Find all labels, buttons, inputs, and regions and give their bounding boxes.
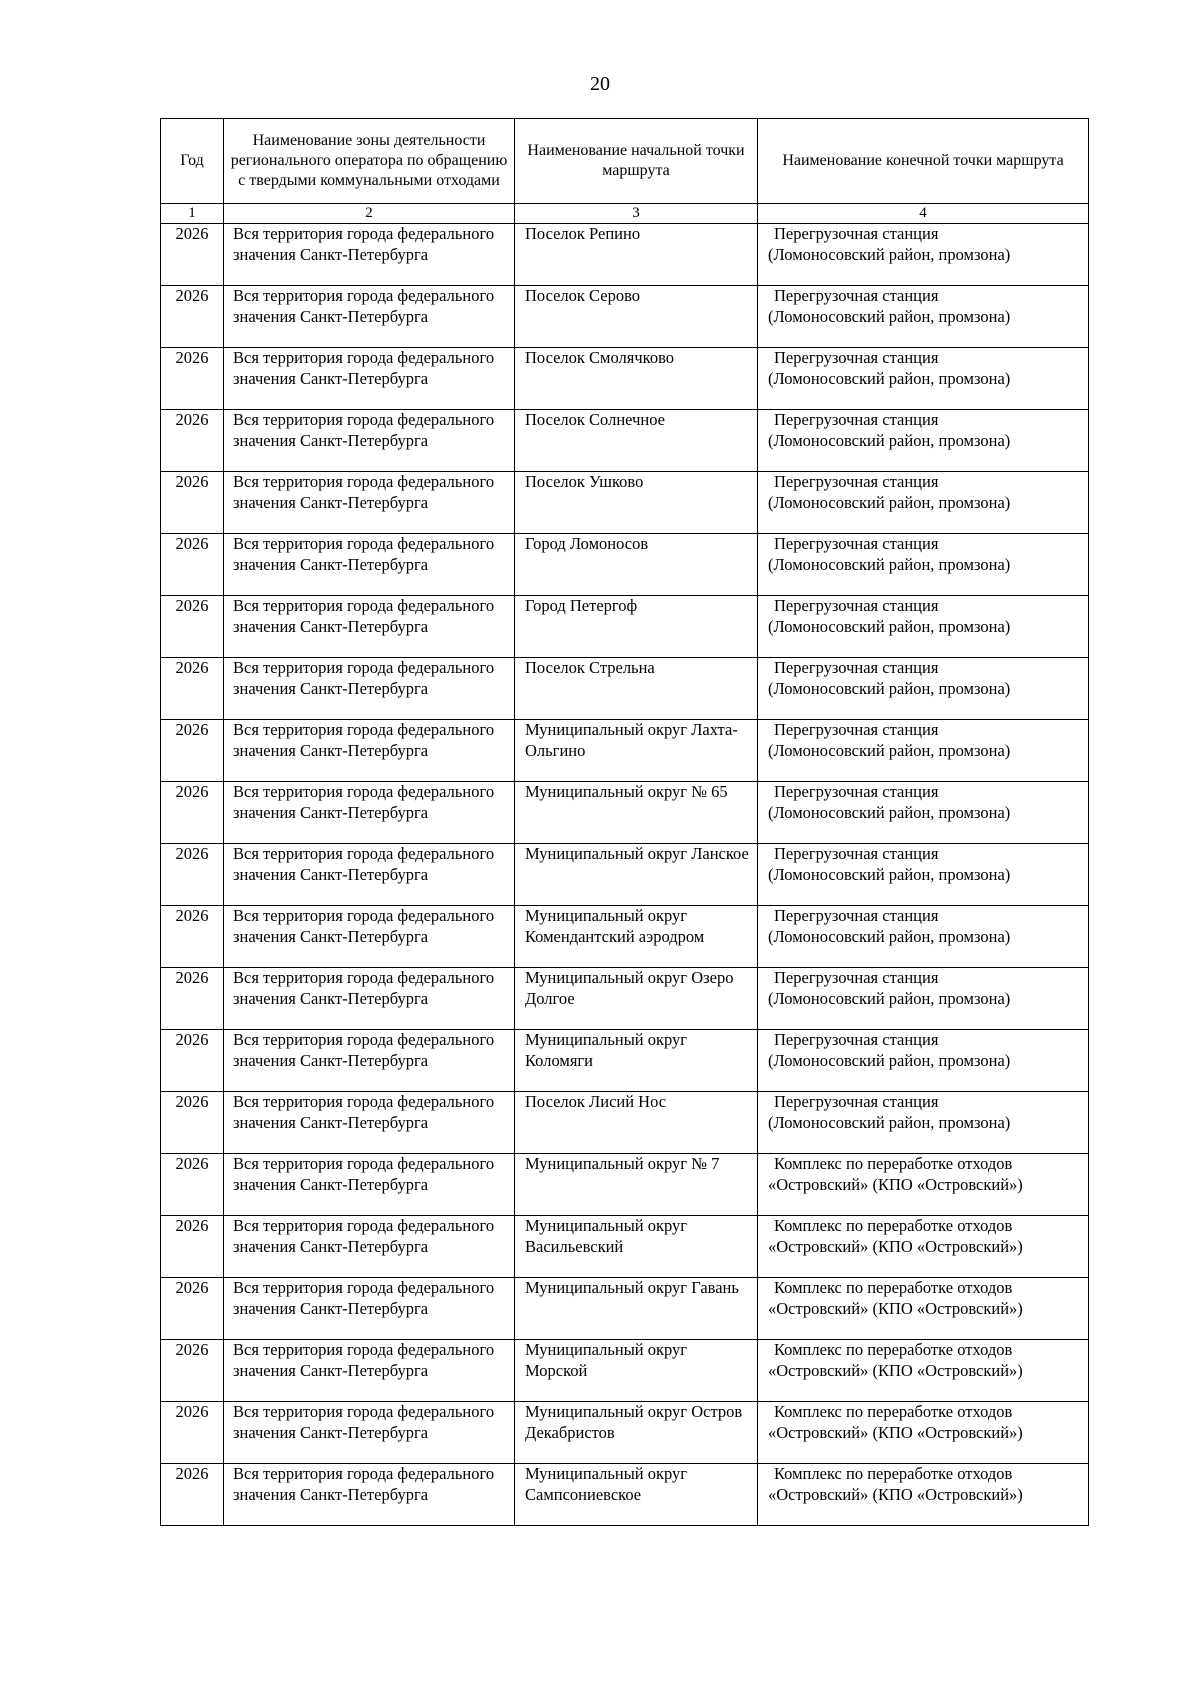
end-point-line: Перегрузочная станция xyxy=(774,410,939,429)
cell-zone: Вся территория города федерального значения Санкт-Петербурга xyxy=(224,596,515,658)
table-row xyxy=(161,1402,1089,1464)
end-point-line: (Ломоносовский район, промзона) xyxy=(768,1112,1011,1132)
cell-start-point: Поселок Солнечное xyxy=(515,410,758,472)
cell-end-point xyxy=(758,1092,1089,1154)
end-point-line: Перегрузочная станция xyxy=(774,1092,939,1111)
cell-end-point xyxy=(758,596,1089,658)
cell-year: 2026 xyxy=(161,720,224,782)
cell-year: 2026 xyxy=(161,1030,224,1092)
end-point-line: «Островский» (КПО «Островский») xyxy=(768,1422,1023,1442)
cell-start-point: Муниципальный округ Васильевский xyxy=(515,1216,758,1278)
end-point-line: Перегрузочная станция xyxy=(774,348,939,367)
cell-year: 2026 xyxy=(161,782,224,844)
cell-zone: Вся территория города федерального значения Санкт-Петербурга xyxy=(224,1278,515,1340)
table-row xyxy=(161,1340,1089,1402)
table-row xyxy=(161,534,1089,596)
cell-end-point xyxy=(758,1278,1089,1340)
cell-zone: Вся территория города федерального значения Санкт-Петербурга xyxy=(224,720,515,782)
cell-zone: Вся территория города федерального значения Санкт-Петербурга xyxy=(224,906,515,968)
cell-year: 2026 xyxy=(161,596,224,658)
end-point-line: (Ломоносовский район, промзона) xyxy=(768,306,1011,326)
cell-end-point xyxy=(758,782,1089,844)
end-point-line: (Ломоносовский район, промзона) xyxy=(768,1050,1011,1070)
cell-zone: Вся территория города федерального значения Санкт-Петербурга xyxy=(224,968,515,1030)
cell-end-point xyxy=(758,472,1089,534)
cell-zone: Вся территория города федерального значения Санкт-Петербурга xyxy=(224,782,515,844)
table-row xyxy=(161,906,1089,968)
cell-end-point xyxy=(758,658,1089,720)
cell-start-point: Муниципальный округ № 7 xyxy=(515,1154,758,1216)
cell-year: 2026 xyxy=(161,1154,224,1216)
cell-end-point xyxy=(758,1216,1089,1278)
end-point-line: Комплекс по переработке отходов xyxy=(774,1154,1013,1173)
cell-year: 2026 xyxy=(161,844,224,906)
cell-zone: Вся территория города федерального значения Санкт-Петербурга xyxy=(224,1464,515,1526)
cell-year: 2026 xyxy=(161,1216,224,1278)
cell-year: 2026 xyxy=(161,1092,224,1154)
end-point-line: (Ломоносовский район, промзона) xyxy=(768,864,1011,884)
cell-year: 2026 xyxy=(161,658,224,720)
table-row xyxy=(161,1216,1089,1278)
cell-year: 2026 xyxy=(161,1464,224,1526)
cell-start-point: Город Ломоносов xyxy=(515,534,758,596)
table-row xyxy=(161,1154,1089,1216)
cell-start-point: Поселок Ушково xyxy=(515,472,758,534)
end-point-line: (Ломоносовский район, промзона) xyxy=(768,988,1011,1008)
table-row xyxy=(161,1030,1089,1092)
end-point-line: (Ломоносовский район, промзона) xyxy=(768,430,1011,450)
cell-end-point xyxy=(758,224,1089,286)
cell-start-point: Поселок Лисий Нос xyxy=(515,1092,758,1154)
cell-zone: Вся территория города федерального значения Санкт-Петербурга xyxy=(224,1402,515,1464)
end-point-line: «Островский» (КПО «Островский») xyxy=(768,1236,1023,1256)
cell-start-point: Муниципальный округ Комендантский аэродром xyxy=(515,906,758,968)
cell-zone: Вся территория города федерального значения Санкт-Петербурга xyxy=(224,1340,515,1402)
table-row xyxy=(161,596,1089,658)
cell-start-point: Муниципальный округ № 65 xyxy=(515,782,758,844)
end-point-line: «Островский» (КПО «Островский») xyxy=(768,1484,1023,1504)
table-row xyxy=(161,844,1089,906)
table-row xyxy=(161,224,1089,286)
header-start-point: Наименование начальной точки маршрута xyxy=(515,119,758,204)
cell-end-point xyxy=(758,348,1089,410)
cell-end-point xyxy=(758,1154,1089,1216)
end-point-line: Перегрузочная станция xyxy=(774,658,939,677)
cell-zone: Вся территория города федерального значения Санкт-Петербурга xyxy=(224,1092,515,1154)
column-number: 1 xyxy=(161,204,224,224)
cell-end-point xyxy=(758,968,1089,1030)
table-row xyxy=(161,472,1089,534)
cell-start-point: Поселок Стрельна xyxy=(515,658,758,720)
cell-start-point: Муниципальный округ Сампсониевское xyxy=(515,1464,758,1526)
cell-year: 2026 xyxy=(161,348,224,410)
end-point-line: «Островский» (КПО «Островский») xyxy=(768,1298,1023,1318)
cell-end-point xyxy=(758,720,1089,782)
cell-zone: Вся территория города федерального значения Санкт-Петербурга xyxy=(224,1154,515,1216)
cell-zone: Вся территория города федерального значения Санкт-Петербурга xyxy=(224,224,515,286)
end-point-line: Перегрузочная станция xyxy=(774,472,939,491)
page-number: 20 xyxy=(590,73,610,95)
cell-start-point: Муниципальный округ Озеро Долгое xyxy=(515,968,758,1030)
cell-end-point xyxy=(758,1464,1089,1526)
header-end-point: Наименование конечной точки маршрута xyxy=(758,119,1089,204)
cell-end-point xyxy=(758,1030,1089,1092)
cell-zone: Вся территория города федерального значения Санкт-Петербурга xyxy=(224,658,515,720)
table-row xyxy=(161,1464,1089,1526)
column-number: 2 xyxy=(224,204,515,224)
cell-end-point xyxy=(758,534,1089,596)
cell-start-point: Поселок Репино xyxy=(515,224,758,286)
table-row xyxy=(161,782,1089,844)
end-point-line: (Ломоносовский район, промзона) xyxy=(768,678,1011,698)
cell-zone: Вся территория города федерального значения Санкт-Петербурга xyxy=(224,1030,515,1092)
header-zone: Наименование зоны деятельности регионального оператора по обращению с твердыми коммунальными отходами xyxy=(224,119,515,204)
cell-year: 2026 xyxy=(161,410,224,472)
table-header-row xyxy=(161,119,1089,204)
cell-end-point xyxy=(758,906,1089,968)
cell-start-point: Муниципальный округ Ланское xyxy=(515,844,758,906)
column-number: 4 xyxy=(758,204,1089,224)
cell-end-point xyxy=(758,844,1089,906)
cell-year: 2026 xyxy=(161,1340,224,1402)
end-point-line: Комплекс по переработке отходов xyxy=(774,1216,1013,1235)
cell-zone: Вся территория города федерального значения Санкт-Петербурга xyxy=(224,534,515,596)
end-point-line: Перегрузочная станция xyxy=(774,782,939,801)
table-row xyxy=(161,1092,1089,1154)
end-point-line: «Островский» (КПО «Островский») xyxy=(768,1174,1023,1194)
table-row xyxy=(161,410,1089,472)
cell-end-point xyxy=(758,1340,1089,1402)
end-point-line: Комплекс по переработке отходов xyxy=(774,1464,1013,1483)
cell-start-point: Поселок Серово xyxy=(515,286,758,348)
cell-start-point: Муниципальный округ Морской xyxy=(515,1340,758,1402)
end-point-line: (Ломоносовский район, промзона) xyxy=(768,802,1011,822)
table-row xyxy=(161,720,1089,782)
cell-year: 2026 xyxy=(161,1402,224,1464)
end-point-line: (Ломоносовский район, промзона) xyxy=(768,554,1011,574)
end-point-line: Перегрузочная станция xyxy=(774,224,939,243)
table-row xyxy=(161,968,1089,1030)
cell-year: 2026 xyxy=(161,1278,224,1340)
end-point-line: Перегрузочная станция xyxy=(774,720,939,739)
cell-zone: Вся территория города федерального значения Санкт-Петербурга xyxy=(224,472,515,534)
table-row xyxy=(161,286,1089,348)
cell-year: 2026 xyxy=(161,286,224,348)
cell-zone: Вся территория города федерального значения Санкт-Петербурга xyxy=(224,410,515,472)
cell-year: 2026 xyxy=(161,968,224,1030)
cell-end-point xyxy=(758,286,1089,348)
end-point-line: (Ломоносовский район, промзона) xyxy=(768,244,1011,264)
end-point-line: Комплекс по переработке отходов xyxy=(774,1402,1013,1421)
cell-zone: Вся территория города федерального значения Санкт-Петербурга xyxy=(224,348,515,410)
table-row xyxy=(161,348,1089,410)
cell-start-point: Муниципальный округ Лахта-Ольгино xyxy=(515,720,758,782)
end-point-line: «Островский» (КПО «Островский») xyxy=(768,1360,1023,1380)
cell-start-point: Муниципальный округ Гавань xyxy=(515,1278,758,1340)
end-point-line: (Ломоносовский район, промзона) xyxy=(768,616,1011,636)
cell-year: 2026 xyxy=(161,472,224,534)
routes-table xyxy=(160,118,1089,1526)
cell-end-point xyxy=(758,1402,1089,1464)
cell-end-point xyxy=(758,410,1089,472)
cell-zone: Вся территория города федерального значения Санкт-Петербурга xyxy=(224,286,515,348)
end-point-line: (Ломоносовский район, промзона) xyxy=(768,926,1011,946)
end-point-line: Перегрузочная станция xyxy=(774,906,939,925)
end-point-line: Комплекс по переработке отходов xyxy=(774,1340,1013,1359)
header-year: Год xyxy=(161,119,224,204)
end-point-line: Комплекс по переработке отходов xyxy=(774,1278,1013,1297)
end-point-line: (Ломоносовский район, промзона) xyxy=(768,492,1011,512)
end-point-line: Перегрузочная станция xyxy=(774,534,939,553)
cell-start-point: Поселок Смолячково xyxy=(515,348,758,410)
cell-start-point: Муниципальный округ Коломяги xyxy=(515,1030,758,1092)
end-point-line: (Ломоносовский район, промзона) xyxy=(768,368,1011,388)
cell-zone: Вся территория города федерального значения Санкт-Петербурга xyxy=(224,1216,515,1278)
cell-zone: Вся территория города федерального значения Санкт-Петербурга xyxy=(224,844,515,906)
table-row xyxy=(161,658,1089,720)
end-point-line: Перегрузочная станция xyxy=(774,968,939,987)
table-row xyxy=(161,1278,1089,1340)
end-point-line: (Ломоносовский район, промзона) xyxy=(768,740,1011,760)
end-point-line: Перегрузочная станция xyxy=(774,1030,939,1049)
cell-start-point: Муниципальный округ Остров Декабристов xyxy=(515,1402,758,1464)
cell-year: 2026 xyxy=(161,534,224,596)
cell-year: 2026 xyxy=(161,906,224,968)
cell-start-point: Город Петергоф xyxy=(515,596,758,658)
cell-year: 2026 xyxy=(161,224,224,286)
end-point-line: Перегрузочная станция xyxy=(774,844,939,863)
column-number-row xyxy=(161,204,1089,224)
end-point-line: Перегрузочная станция xyxy=(774,286,939,305)
column-number: 3 xyxy=(515,204,758,224)
end-point-line: Перегрузочная станция xyxy=(774,596,939,615)
